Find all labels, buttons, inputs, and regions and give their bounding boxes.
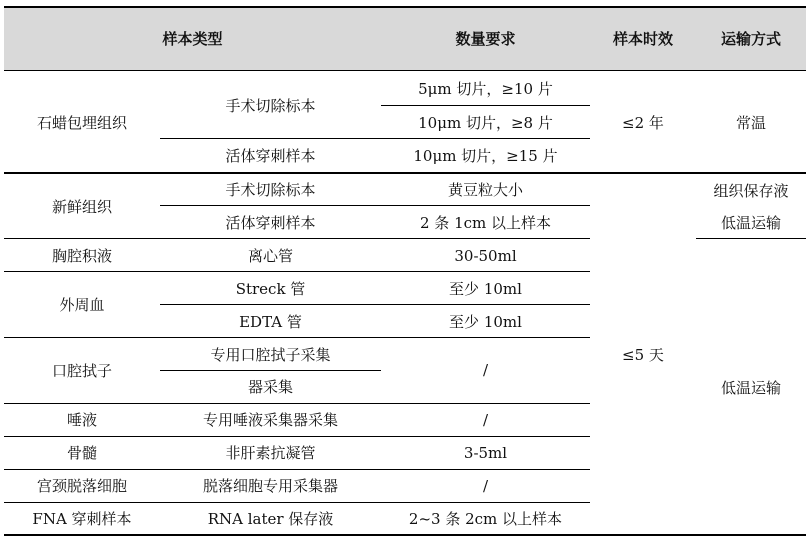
subtype-paraffin-biopsy: 活体穿刺样本 xyxy=(225,147,316,165)
method-fna: RNA later 保存液 xyxy=(207,510,334,528)
method-swab-line2: 器采集 xyxy=(247,377,293,396)
rule-paraffin-biopsy xyxy=(160,138,590,139)
sample-type-blood: 外周血 xyxy=(59,295,105,314)
qty-paraffin-surgical-2: 10μm 切片，≥8 片 xyxy=(418,113,553,132)
header-transport: 运输方式 xyxy=(720,29,781,48)
qty-pleural: 30-50ml xyxy=(454,246,517,265)
rule-marrow-bottom xyxy=(4,469,590,470)
qty-swab: / xyxy=(482,361,489,379)
transport-paraffin: 常温 xyxy=(735,113,766,132)
qty-marrow: 3-5ml xyxy=(463,443,508,462)
subtype-fresh-surgical: 手术切除标本 xyxy=(225,181,316,199)
subtype-fresh-biopsy: 活体穿刺样本 xyxy=(225,213,316,232)
sample-requirements-table xyxy=(4,6,806,536)
qty-saliva: / xyxy=(482,410,489,429)
container-blood-edta: EDTA 管 xyxy=(239,312,302,331)
rule-fresh-bottom-right xyxy=(696,238,806,239)
rule-swab-bottom xyxy=(4,403,590,404)
sample-type-marrow: 骨髓 xyxy=(66,444,97,462)
sample-type-cervical: 宫颈脱落细胞 xyxy=(36,477,127,495)
rule-top xyxy=(4,6,806,8)
rule-cervical-bottom xyxy=(4,502,590,503)
rule-fresh-bottom-left xyxy=(4,238,590,239)
sample-type-fna: FNA 穿刺样本 xyxy=(32,510,132,528)
rule-swab-mid xyxy=(160,370,381,371)
rule-header-bottom xyxy=(4,70,806,71)
rule-blood-mid xyxy=(160,304,590,305)
rule-paraffin-qty xyxy=(381,105,590,106)
qty-fresh-biopsy: 2 条 1cm 以上样本 xyxy=(419,213,552,232)
method-swab-line1: 专用口腔拭子采集 xyxy=(210,345,331,364)
rule-bottom xyxy=(4,534,806,536)
qty-blood-edta: 至少 10ml xyxy=(449,312,522,331)
rule-pleural-bottom xyxy=(4,271,590,272)
transport-fresh-1: 组织保存液 xyxy=(713,181,789,200)
time-paraffin: ≤2 年 xyxy=(622,113,664,132)
header-sample-type: 样本类型 xyxy=(162,29,223,48)
subtype-paraffin-surgical: 手术切除标本 xyxy=(225,96,316,115)
sample-type-pleural: 胸腔积液 xyxy=(51,247,112,265)
transport-fresh-2: 低温运输 xyxy=(720,213,781,232)
rule-fresh-mid xyxy=(160,205,590,206)
method-marrow: 非肝素抗凝管 xyxy=(225,444,316,462)
header-time-limit: 样本时效 xyxy=(612,29,673,48)
transport-others: 低温运输 xyxy=(720,378,781,397)
header-quantity: 数量要求 xyxy=(455,29,516,48)
rule-blood-bottom xyxy=(4,337,590,338)
qty-paraffin-biopsy: 10μm 切片，≥15 片 xyxy=(413,147,558,165)
sample-type-paraffin: 石蜡包埋组织 xyxy=(36,113,127,132)
container-blood-streck: Streck 管 xyxy=(235,279,306,298)
rule-saliva-bottom xyxy=(4,436,590,437)
sample-type-fresh: 新鲜组织 xyxy=(51,197,112,216)
container-pleural: 离心管 xyxy=(247,247,293,265)
rule-paraffin-bottom xyxy=(4,172,806,174)
time-others: ≤5 天 xyxy=(622,345,664,364)
qty-blood-streck: 至少 10ml xyxy=(449,279,522,298)
sample-type-saliva: 唾液 xyxy=(66,411,97,429)
method-saliva: 专用唾液采集器采集 xyxy=(202,411,338,429)
qty-paraffin-surgical-1: 5μm 切片，≥10 片 xyxy=(418,79,553,98)
method-cervical: 脱落细胞专用采集器 xyxy=(202,477,338,495)
qty-fna: 2~3 条 2cm 以上样本 xyxy=(408,510,563,528)
qty-cervical: / xyxy=(482,476,489,495)
sample-type-swab: 口腔拭子 xyxy=(51,361,112,380)
qty-fresh-surgical: 黄豆粒大小 xyxy=(447,181,523,199)
